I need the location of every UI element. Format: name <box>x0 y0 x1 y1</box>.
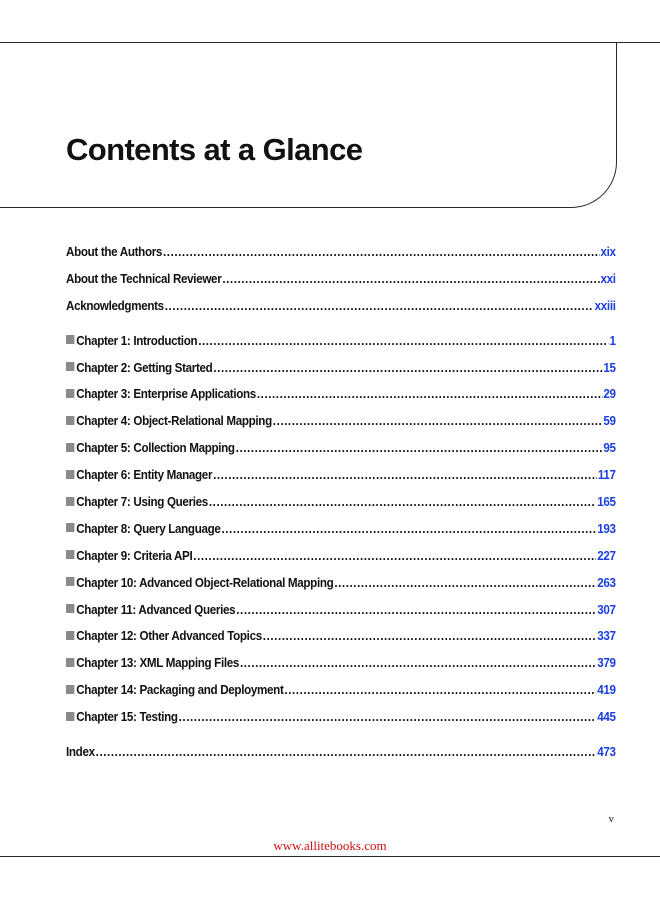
toc-entry-page-link[interactable]: 117 <box>597 468 616 483</box>
toc-entry-label: Chapter 1: Introduction <box>76 333 198 348</box>
toc-entry-page-link[interactable]: 473 <box>597 745 616 760</box>
dot-leader <box>165 299 594 313</box>
toc-entry-page-link[interactable]: 1 <box>609 333 616 348</box>
toc-entry-label: Chapter 6: Entity Manager <box>76 468 213 483</box>
dot-leader <box>273 414 603 428</box>
toc-entry-page-link[interactable]: 29 <box>603 387 616 402</box>
dot-leader <box>222 272 599 286</box>
dot-leader <box>263 629 596 643</box>
toc-entry[interactable] <box>66 629 616 656</box>
toc-entry-page-link[interactable]: 15 <box>603 360 616 375</box>
dot-leader <box>213 468 597 482</box>
toc-entry[interactable] <box>66 683 616 710</box>
toc-entry-page-link[interactable]: 445 <box>597 710 616 725</box>
footer-url-link[interactable]: www.allitebooks.com <box>273 838 387 853</box>
toc-entry[interactable] <box>66 745 616 772</box>
toc-entry[interactable] <box>66 387 616 414</box>
toc-chapters <box>66 334 616 737</box>
toc-entry-page-link[interactable]: xxi <box>600 271 616 286</box>
dot-leader <box>236 441 603 455</box>
toc-entry[interactable] <box>66 299 616 326</box>
toc-entry-page-link[interactable]: 95 <box>603 441 616 456</box>
toc-entry-page-link[interactable]: 227 <box>597 548 616 563</box>
toc-entry-label: Chapter 14: Packaging and Deployment <box>76 683 284 698</box>
chapter-bullet-icon <box>66 389 74 398</box>
toc-entry-page-link[interactable]: xix <box>600 245 616 259</box>
dot-leader <box>257 387 603 401</box>
toc-entry[interactable] <box>66 334 616 361</box>
dot-leader <box>96 745 597 759</box>
toc-entry-label: Acknowledgments <box>66 298 164 313</box>
toc-entry[interactable] <box>66 361 616 388</box>
page-title: Contents at a Glance <box>66 132 363 167</box>
toc-entry-label: Index <box>66 745 95 760</box>
toc-entry-label: About the Authors <box>66 245 163 259</box>
header-top-rule <box>616 42 660 43</box>
dot-leader <box>209 495 596 509</box>
toc-entry[interactable] <box>66 441 616 468</box>
chapter-bullet-icon <box>66 712 74 721</box>
chapter-bullet-icon <box>66 604 74 613</box>
toc-back-matter <box>66 745 616 772</box>
chapter-bullet-icon <box>66 577 74 586</box>
toc-entry-label: Chapter 7: Using Queries <box>76 495 208 510</box>
dot-leader <box>334 576 596 590</box>
toc-entry-label: Chapter 3: Enterprise Applications <box>76 387 256 402</box>
toc-entry[interactable] <box>66 522 616 549</box>
chapter-bullet-icon <box>66 497 74 506</box>
toc-entry-label: Chapter 2: Getting Started <box>76 360 213 375</box>
footer-rule <box>0 856 660 857</box>
toc-entry-page-link[interactable]: 263 <box>597 575 616 590</box>
toc-entry[interactable] <box>66 603 616 630</box>
toc-entry-page-link[interactable]: 337 <box>597 629 616 644</box>
toc-entry-label: Chapter 5: Collection Mapping <box>76 441 235 456</box>
toc-entry-label: Chapter 15: Testing <box>76 710 178 725</box>
toc-entry[interactable] <box>66 710 616 737</box>
dot-leader <box>240 656 596 670</box>
toc-entry-page-link[interactable]: 59 <box>603 414 616 429</box>
dot-leader <box>284 683 596 697</box>
chapter-bullet-icon <box>66 335 74 344</box>
toc-entry-label: Chapter 10: Advanced Object-Relational Mapping <box>76 575 334 590</box>
page-number-folio: v <box>608 813 614 825</box>
toc-entry[interactable] <box>66 656 616 683</box>
toc-entry[interactable] <box>66 272 616 299</box>
dot-leader <box>213 361 602 375</box>
toc-entry[interactable] <box>66 576 616 603</box>
toc-entry-label: Chapter 4: Object-Relational Mapping <box>76 414 272 429</box>
toc-entry-page-link[interactable]: 307 <box>597 602 616 617</box>
toc-entry[interactable] <box>66 495 616 522</box>
toc-entry-label: Chapter 9: Criteria API <box>76 548 193 563</box>
chapter-bullet-icon <box>66 658 74 667</box>
toc-entry-label: Chapter 8: Query Language <box>76 521 221 536</box>
toc-entry-page-link[interactable]: 193 <box>597 521 616 536</box>
dot-leader <box>236 603 596 617</box>
header-frame <box>0 42 617 208</box>
chapter-bullet-icon <box>66 416 74 425</box>
chapter-bullet-icon <box>66 362 74 371</box>
toc-entry[interactable] <box>66 468 616 495</box>
toc-entry-page-link[interactable]: 419 <box>597 683 616 698</box>
toc-entry-page-link[interactable]: 379 <box>597 656 616 671</box>
toc-entry-label: Chapter 13: XML Mapping Files <box>76 656 240 671</box>
toc-entry-label: Chapter 11: Advanced Queries <box>76 602 236 617</box>
dot-leader <box>198 334 608 348</box>
table-of-contents <box>66 245 616 772</box>
dot-leader <box>179 710 597 724</box>
chapter-bullet-icon <box>66 523 74 532</box>
toc-entry[interactable] <box>66 549 616 576</box>
toc-entry-label: Chapter 12: Other Advanced Topics <box>76 629 262 644</box>
chapter-bullet-icon <box>66 685 74 694</box>
dot-leader <box>163 245 600 259</box>
chapter-bullet-icon <box>66 470 74 479</box>
toc-entry-page-link[interactable]: 165 <box>597 495 616 510</box>
dot-leader <box>193 549 596 563</box>
toc-entry[interactable] <box>66 414 616 441</box>
dot-leader <box>221 522 596 536</box>
chapter-bullet-icon <box>66 550 74 559</box>
toc-entry-label: About the Technical Reviewer <box>66 271 222 286</box>
toc-entry-page-link[interactable]: xxiii <box>594 298 616 313</box>
chapter-bullet-icon <box>66 631 74 640</box>
toc-entry[interactable] <box>66 245 616 272</box>
chapter-bullet-icon <box>66 443 74 452</box>
toc-front-matter <box>66 245 616 326</box>
